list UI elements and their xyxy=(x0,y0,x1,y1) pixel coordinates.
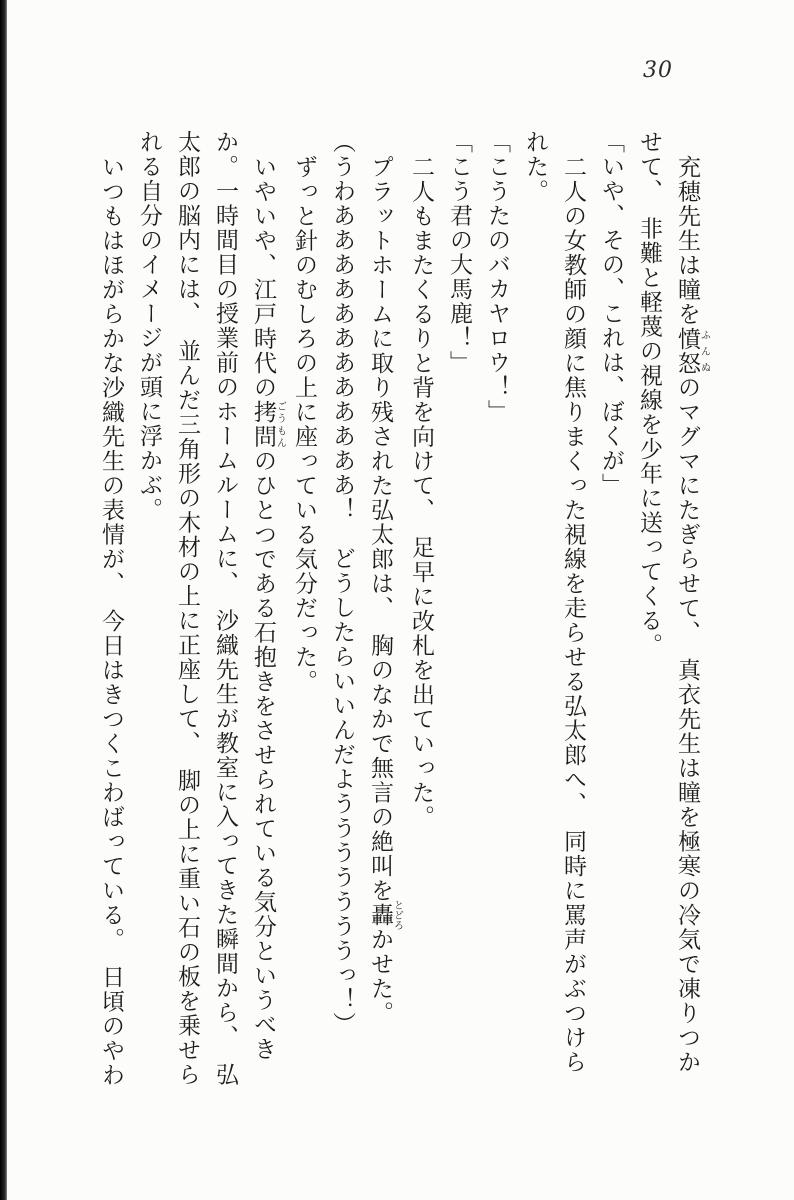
text-line: せて、 非難と軽蔑の視線を少年に送ってくる。 xyxy=(636,130,662,658)
page-number: 30 xyxy=(643,58,673,83)
text-line: 充穂先生は瞳を憤怒ふんぬのマグマにたぎらせて、 真衣先生は瞳を極寒の冷気で凍りつか xyxy=(674,155,710,1075)
text-line: いつもはほがらかな沙織先生の表情が、 今日はきつくこわばっている。 日頃のやわ xyxy=(98,155,124,1088)
text-line: 「いや、その、これは、ぼくが」 xyxy=(598,130,624,498)
page-edge-shadow xyxy=(0,0,7,1200)
text-line: ずっと針のむしろの上に座っている気分だった。 xyxy=(291,155,317,694)
text-line: か。一時間目の授業前のホームルームに、 沙織先生が教室に入ってきた瞬間から、 弘 xyxy=(212,130,238,1087)
text-line: 「こう君の大馬鹿！」 xyxy=(446,130,472,375)
furigana-ruby: 轟とどろ xyxy=(367,900,403,931)
text-line: れる自分のイメージが頭に浮かぶ。 xyxy=(136,130,162,522)
text-line: （うわああああああああああああ！ どうしたらいいんだようううううううっ！） xyxy=(329,130,355,1037)
text-line: れた。 xyxy=(522,130,548,204)
text-block xyxy=(92,130,709,1090)
furigana-ruby: 憤怒ふんぬ xyxy=(674,326,710,376)
text-line: いやいや、江戸時代の拷問ごうもんのひとつである石抱きをさせられている気分というべき xyxy=(250,155,286,1062)
text-line: 「こうたのバカヤロウ！」 xyxy=(484,130,510,424)
text-line: 二人もまたくるりと背を向けて、 足早に改札を出ていった。 xyxy=(408,155,434,830)
text-line: 二人の女教師の顔に焦りまくった視線を走らせる弘太郎へ、 同時に罵声がぶつけら xyxy=(560,155,586,1075)
text-line: 太郎の脳内には、 並んだ三角形の木材の上に正座して、 脚の上に重い石の板を乗せら xyxy=(174,130,200,1087)
furigana-ruby: 拷問ごうもん xyxy=(250,400,286,449)
text-line: プラットホームに取り残された弘太郎は、 胸のなかで無言の絶叫を轟とどろかせた。 xyxy=(367,155,403,1026)
